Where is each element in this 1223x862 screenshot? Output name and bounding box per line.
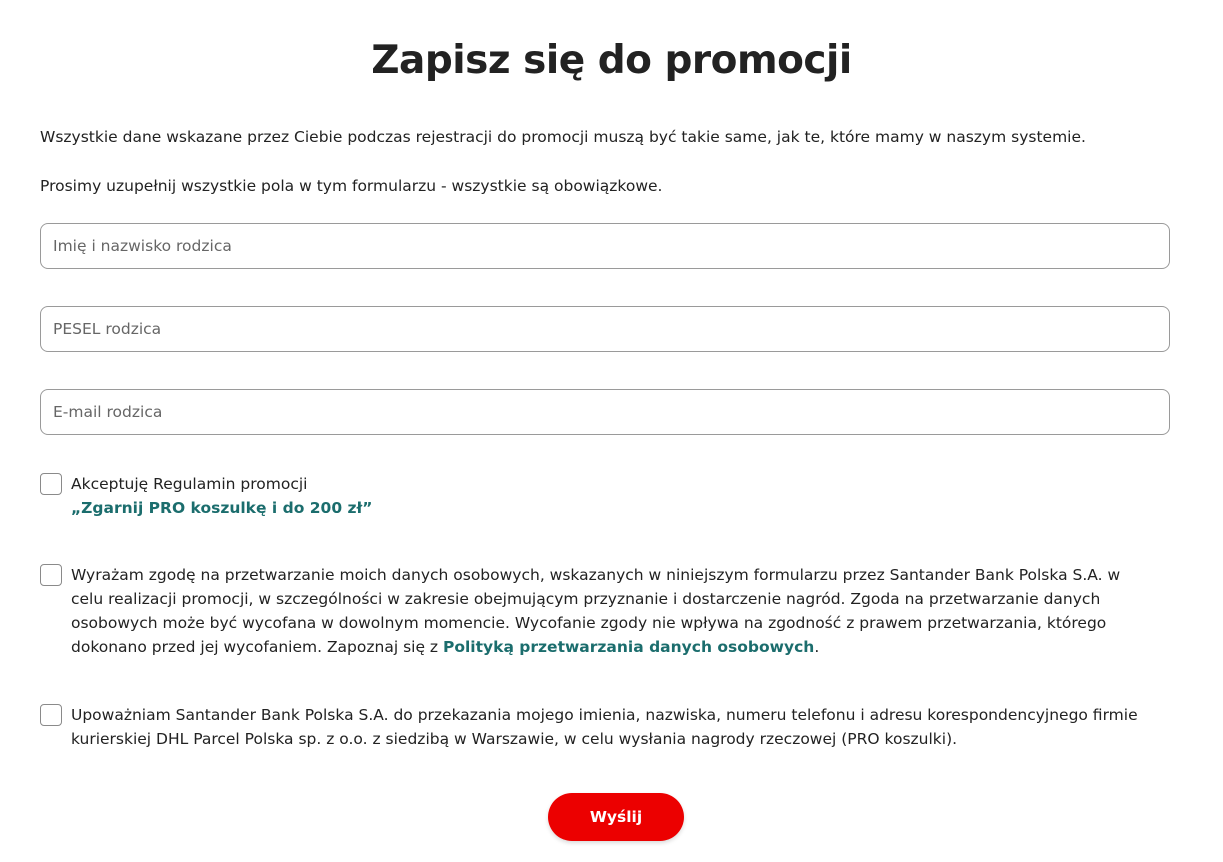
terms-label: Akceptuję Regulamin promocji (71, 475, 308, 493)
courier-authorization-checkbox[interactable] (40, 704, 62, 726)
data-processing-text: Wyrażam zgodę na przetwarzanie moich danych osobowych, wskazanych w niniejszym formularzu przez Santander Bank Polska S.A. w celu realizacji promocji, w szczególności w zakresie obejmującym przyznanie i dostarczenie nagród. Zgoda na przetwarzanie danych osobowych może być wycofana w dowolnym momencie. Wycofanie zgody nie wpływa na zgodność z prawem przetwarzania, którego dokonano przed jej wycofaniem. Zapoznaj się z (71, 566, 1121, 656)
terms-checkbox[interactable] (40, 473, 62, 495)
data-processing-consent-text (71, 563, 1141, 659)
terms-link[interactable]: „Zgarnij PRO koszulkę i do 200 zł” (71, 499, 373, 517)
data-processing-text-end: . (814, 638, 820, 656)
terms-consent-text (71, 472, 1141, 520)
parent-pesel-field[interactable] (40, 306, 1170, 352)
intro-text-required-fields: Prosimy uzupełnij wszystkie pola w tym formularzu - wszystkie są obowiązkowe. (40, 177, 663, 195)
parent-pesel-input[interactable] (41, 307, 1169, 351)
parent-name-field[interactable] (40, 223, 1170, 269)
parent-name-input[interactable] (41, 224, 1169, 268)
parent-email-field[interactable] (40, 389, 1170, 435)
submit-button[interactable]: Wyślij (548, 793, 684, 841)
privacy-policy-link[interactable]: Polityką przetwarzania danych osobowych (442, 638, 815, 656)
intro-text-data-consistency: Wszystkie dane wskazane przez Ciebie podczas rejestracji do promocji muszą być takie same, jak te, które mamy w naszym systemie. (40, 128, 1086, 146)
courier-authorization-text: Upoważniam Santander Bank Polska S.A. do przekazania mojego imienia, nazwiska, numeru telefonu i adresu korespondencyjnego firmie kurierskiej DHL Parcel Polska sp. z o.o. z siedzibą w Warszawie, w celu wysłania nagrody rzeczowej (PRO koszulki). (71, 706, 1138, 748)
data-processing-checkbox[interactable] (40, 564, 62, 586)
parent-email-input[interactable] (41, 390, 1169, 434)
page-title: Zapisz się do promocji (371, 38, 852, 83)
